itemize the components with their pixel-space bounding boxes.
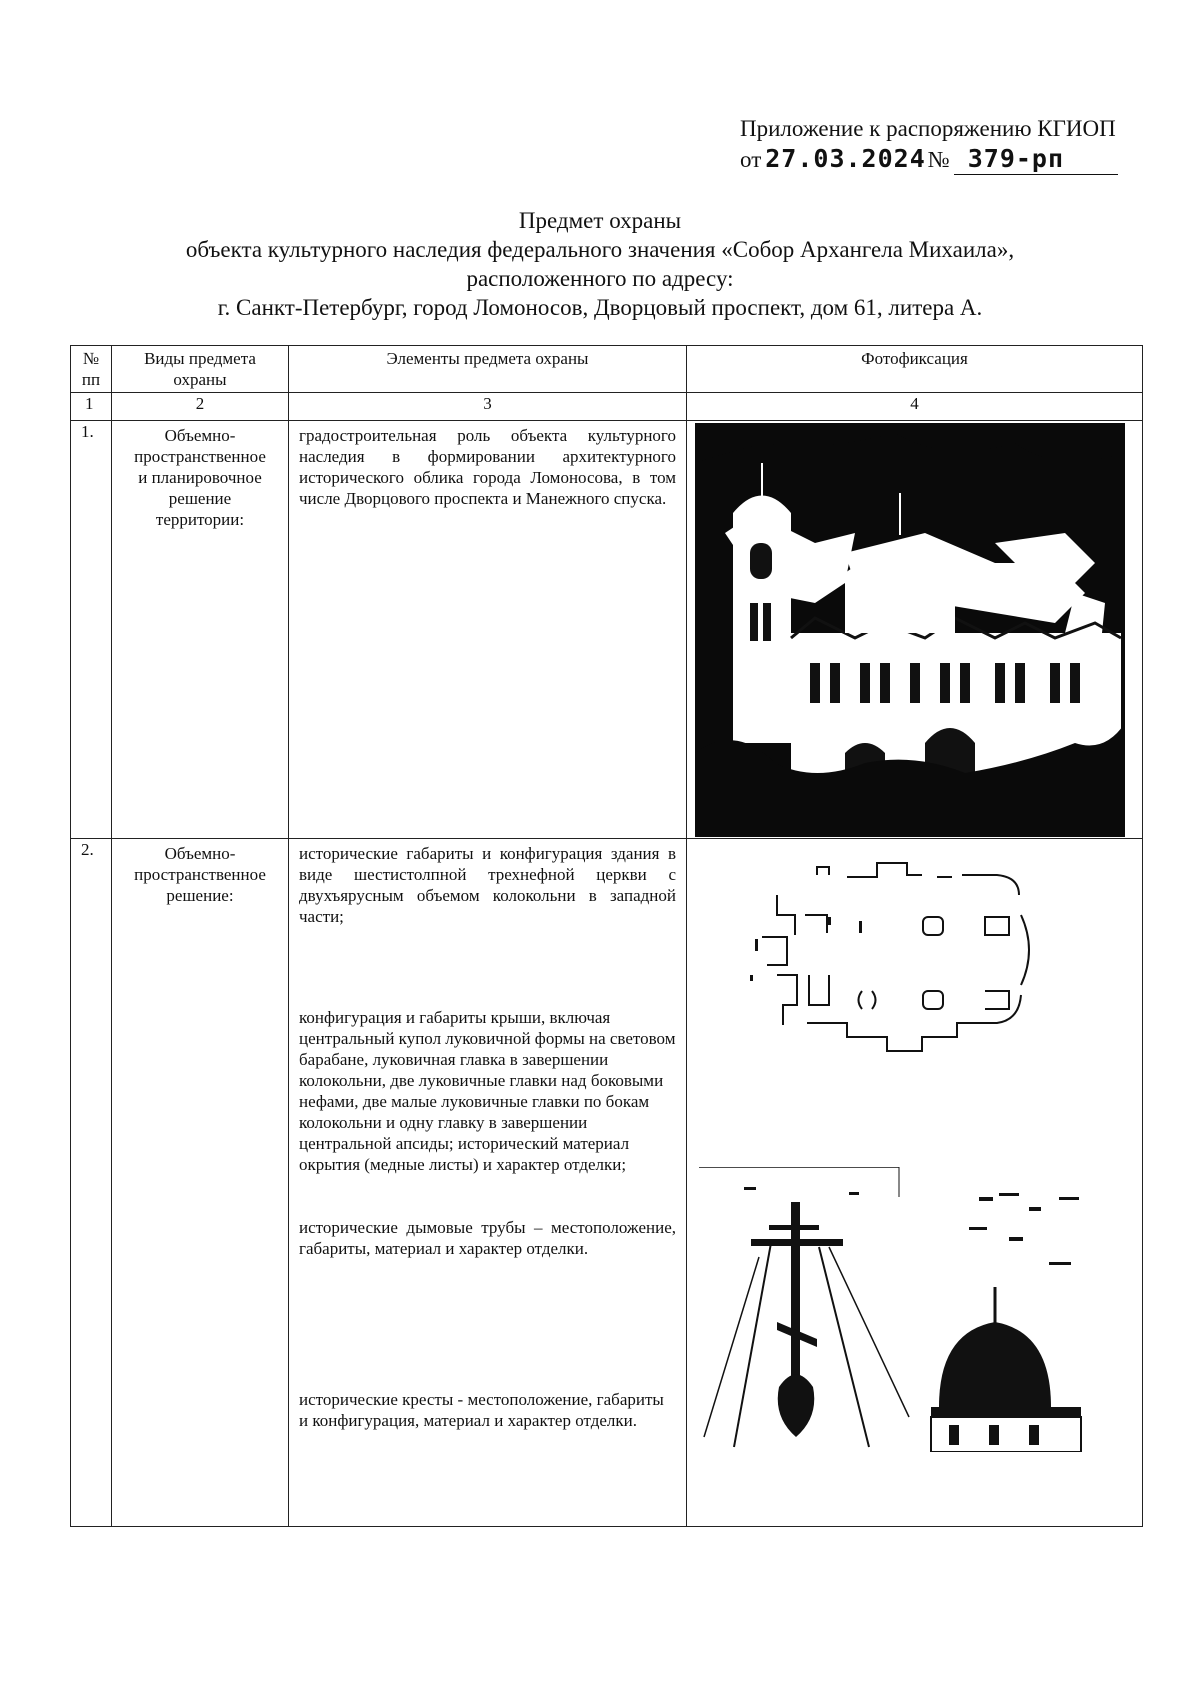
- header-photo: Фотофиксация: [687, 346, 1143, 393]
- element-text: градостроительная роль объекта культурного наследия в формировании архитектурного исторического облика города Ломоносова, в том числе Дворцового проспекта и Манежного спуска.: [299, 426, 676, 508]
- row-number: 2.: [71, 839, 112, 1527]
- floor-plan-drawing: [747, 855, 1067, 1055]
- crosses-dome-photo: [699, 1167, 1119, 1452]
- element-text: исторические габариты и конфигурация здания в виде шестистолпной трехнефной церкви с двухъярусным объемом колокольни в западной части;: [299, 844, 676, 926]
- order-date: 27.03.2024: [765, 144, 926, 173]
- from-label: от: [740, 147, 762, 172]
- document-title: [0, 206, 1200, 322]
- element-text: исторические кресты - местоположение, габариты и конфигурация, материал и характер отделки.: [299, 1390, 664, 1430]
- col-number: 1: [71, 393, 112, 421]
- header-elements: Элементы предмета охраны: [289, 346, 687, 393]
- col-number: 3: [289, 393, 687, 421]
- number-label: №: [927, 147, 950, 172]
- row-kind: Объемно- пространственное и планировочное решение территории:: [112, 421, 289, 839]
- col-number: 2: [112, 393, 289, 421]
- title-line-3: расположенного по адресу:: [466, 266, 734, 291]
- row-number: 1.: [71, 421, 112, 839]
- title-line-4: г. Санкт-Петербург, город Ломоносов, Дворцовый проспект, дом 61, литера А.: [217, 295, 983, 320]
- title-line-1: Предмет охраны: [518, 208, 682, 233]
- element-text: исторические дымовые трубы – местоположение, габариты, материал и характер отделки.: [299, 1218, 676, 1258]
- col-number: 4: [687, 393, 1143, 421]
- order-number: 379-рп: [954, 144, 1118, 175]
- element-text: конфигурация и габариты крыши, включая центральный купол луковичной формы на световом барабане, луковичная главка в завершении колокольни, две луковичные главки над боковыми нефами, две малые луковичные главки по бокам колокольни и одну главку в завершении центральной апсиды; исторический материал окрытия (медные листы) и характер отделки;: [299, 1008, 676, 1174]
- table-row: [71, 421, 1143, 839]
- appendix-ref: [740, 144, 1118, 175]
- cathedral-photo: [695, 423, 1125, 837]
- photo-cell: [687, 839, 1143, 1527]
- column-number-row: [71, 393, 1143, 421]
- table-header-row: [71, 346, 1143, 393]
- table-row: [71, 839, 1143, 1527]
- appendix-title: Приложение к распоряжению КГИОП: [740, 116, 1116, 141]
- row-elements: [289, 421, 687, 839]
- row-elements: [289, 839, 687, 1527]
- appendix-block: [740, 114, 1118, 175]
- header-kind: Виды предмета охраны: [112, 346, 289, 393]
- row-kind: Объемно- пространственное решение:: [112, 839, 289, 1527]
- header-num: № пп: [71, 346, 112, 393]
- title-line-2: объекта культурного наследия федерального значения «Собор Архангела Михаила»,: [185, 237, 1015, 262]
- photo-cell: [687, 421, 1143, 839]
- protection-table: [70, 345, 1143, 1527]
